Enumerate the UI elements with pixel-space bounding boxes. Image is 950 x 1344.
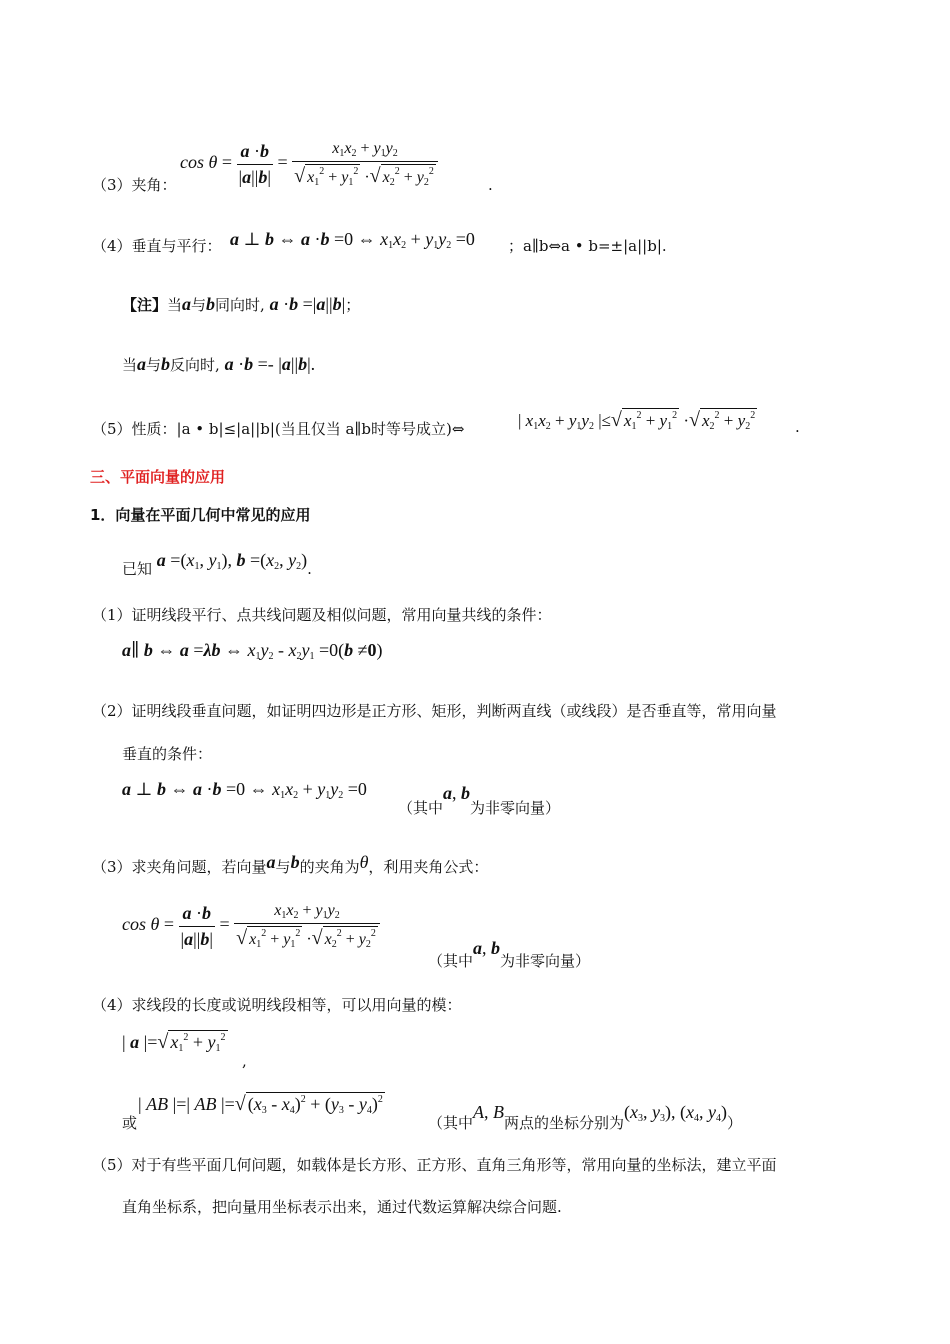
p2-note: （其中a, b为非零向量） bbox=[398, 783, 561, 817]
collinear-formula: a∥ b ⇔ a =λb ⇔ x1y2 - x2y1 =0(b ≠0) bbox=[122, 640, 383, 662]
note-line-1: 【注】当a与b同向时, a ·b =|a||b|； bbox=[122, 294, 361, 314]
subsection-title: 1．向量在平面几何中常见的应用 bbox=[90, 506, 311, 524]
p5-line1: （5）对于有些平面几何问题，如载体是长方形、正方形、直角三角形等，常用向量的坐标法，建立平面 bbox=[92, 1156, 777, 1174]
p4-comma: , bbox=[242, 1052, 247, 1070]
ab-length-formula: | AB |=| AB |=√ (x3 - x4)$^2$ + (y3 - y4)$^2$ bbox=[138, 1093, 383, 1116]
p2-line2: 垂直的条件： bbox=[122, 745, 213, 763]
note-line-2: 当a与b反向时, a ·b =- |a||b|. bbox=[122, 354, 316, 374]
p3-note: （其中a, b为非零向量） bbox=[428, 938, 591, 970]
prop-label: （5）性质：|a • b|≤|a||b|(当且仅当 a∥b时等号成立)⇔ bbox=[92, 420, 465, 438]
prop-end: . bbox=[795, 418, 800, 436]
p1: （1）证明线段平行、点共线问题及相似问题，常用向量共线的条件： bbox=[92, 606, 552, 624]
angle-label: （3）夹角： bbox=[92, 176, 177, 194]
prop-formula: | x1x2 + y1y2 |≤√ $x1^2 + y1^2$ ·√ $x2^2 + y2^2$ bbox=[518, 409, 756, 432]
magnitude-formula: | a |=√ $x1^2 + y1^2$ bbox=[122, 1031, 226, 1054]
angle-formula: cos θ = $\frac{a \cdot b}{|a||b|}$ = $\frac{x1x2 + y1y2}{√ x1^2 + y1^2 \cdot√ x2^2 + y2^2}$ bbox=[180, 140, 438, 188]
p4-or: 或 bbox=[122, 1114, 138, 1132]
known-line: 已知 a =(x1, y1), b =(x2, y2). bbox=[122, 550, 312, 578]
angle-end: . bbox=[488, 176, 493, 194]
angle-formula-2: cos θ = $\frac{a \cdot b}{|a||b|}$ = $\frac{x1x2 + y1y2}{√ x1^2 + y1^2 \cdot√ x2^2 + y2^2}$ bbox=[122, 902, 380, 950]
parallel-formula: ；a∥b⇔a • b=±|a||b|. bbox=[508, 237, 667, 255]
perp-label: （4）垂直与平行： bbox=[92, 237, 222, 255]
p2-line1: （2）证明线段垂直问题，如证明四边形是正方形、矩形，判断两直线（或线段）是否垂直等，常用向量 bbox=[92, 702, 777, 720]
perp-cond-formula: a ⊥ b ⇔ a ·b =0 ⇔ x1x2 + y1y2 =0 bbox=[122, 779, 367, 801]
section-title: 三、平面向量的应用 bbox=[90, 468, 226, 486]
p4-note: （其中A, B两点的坐标分别为(x3, y3), (x4, y4)） bbox=[428, 1102, 743, 1132]
p3: （3）求夹角问题，若向量a与b的夹角为θ，利用夹角公式： bbox=[92, 852, 489, 876]
p4: （4）求线段的长度或说明线段相等，可以用向量的模： bbox=[92, 996, 462, 1014]
perp-formula: a ⊥ b ⇔ a ·b =0 ⇔ x1x2 + y1y2 =0 bbox=[230, 229, 475, 251]
p5-line2: 直角坐标系，把向量用坐标表示出来，通过代数运算解决综合问题. bbox=[122, 1198, 562, 1216]
